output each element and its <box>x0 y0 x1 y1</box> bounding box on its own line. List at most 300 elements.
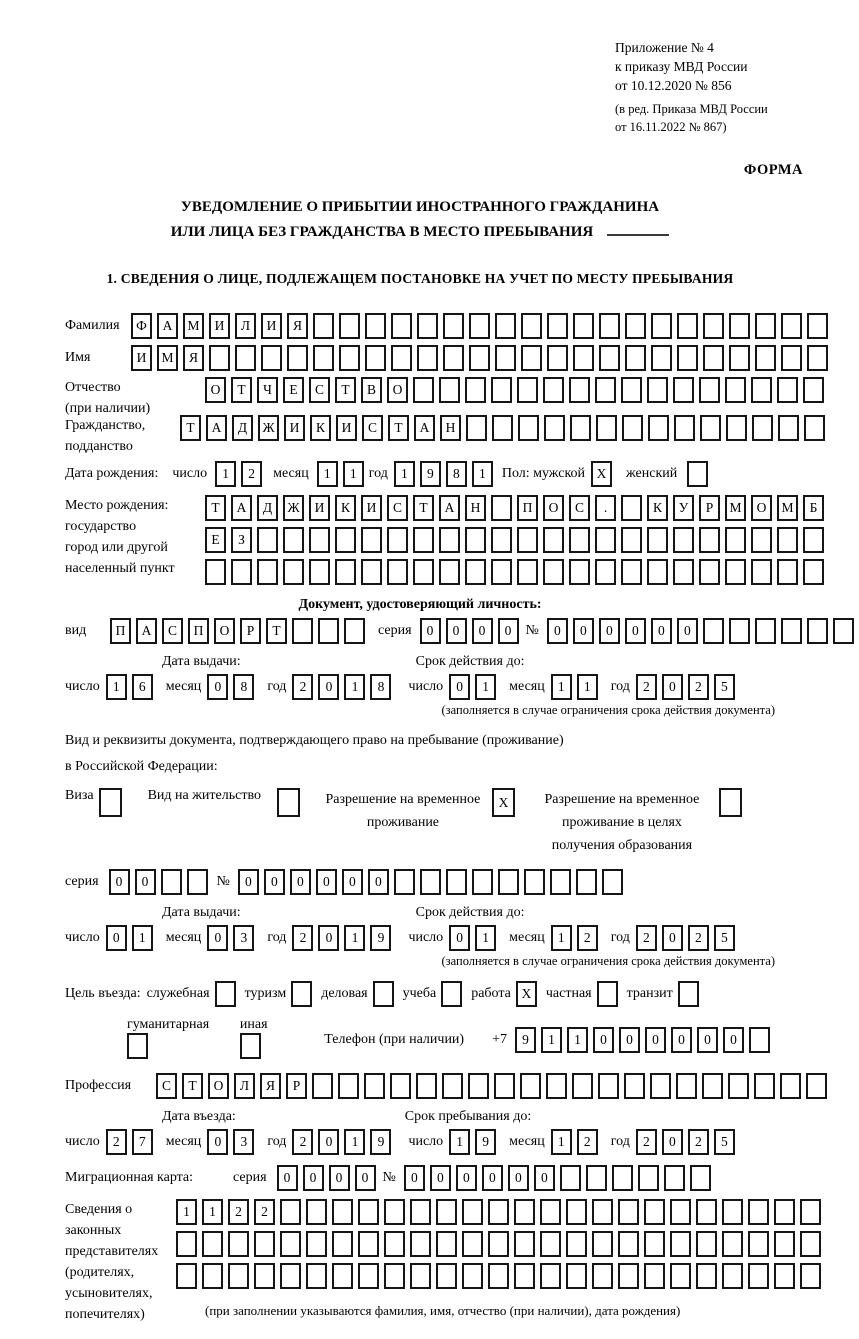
form-cell: 0 <box>723 1027 744 1053</box>
form-cell: А <box>157 313 178 339</box>
form-cell: 1 <box>215 461 236 487</box>
form-cell: 0 <box>645 1027 666 1053</box>
form-cell <box>803 527 824 553</box>
form-cell: 5 <box>714 1129 735 1155</box>
form-cell <box>540 1199 561 1225</box>
form-cell: К <box>335 495 356 521</box>
form-cell <box>803 377 824 403</box>
form-cell <box>518 415 539 441</box>
form-cell <box>748 1231 769 1257</box>
form-cell: 1 <box>472 461 493 487</box>
form-cell: С <box>162 618 183 644</box>
purpose-private: частная <box>546 981 618 1007</box>
form-cell <box>622 415 643 441</box>
issue-day-cells <box>106 674 158 700</box>
form-cell: 1 <box>317 461 338 487</box>
form-cell <box>358 1199 379 1225</box>
form-cell: А <box>136 618 157 644</box>
title-line-1: УВЕДОМЛЕНИЕ О ПРИБЫТИИ ИНОСТРАННОГО ГРАЖДАНИНА <box>180 199 660 215</box>
form-cell: 9 <box>370 1129 391 1155</box>
form-cell <box>751 559 772 585</box>
year-label: год <box>610 930 630 945</box>
form-cell: 0 <box>534 1165 555 1191</box>
form-cell <box>439 377 460 403</box>
form-cell: 0 <box>662 674 683 700</box>
sex-male-label: Пол: мужской <box>501 466 586 481</box>
form-cell <box>228 1263 249 1289</box>
form-cell: 1 <box>202 1199 223 1225</box>
appendix-line: Приложение № 4 <box>615 40 714 55</box>
form-cell <box>624 1073 645 1099</box>
profession-label: Профессия <box>65 1078 132 1093</box>
residence-doc-intro <box>65 728 775 780</box>
form-cell: А <box>231 495 252 521</box>
form-cell <box>621 377 642 403</box>
form-cell <box>599 313 620 339</box>
month-label: месяц <box>509 930 545 945</box>
form-cell <box>566 1199 587 1225</box>
form-cell: 7 <box>132 1129 153 1155</box>
form-cell: К <box>310 415 331 441</box>
form-cell <box>602 869 623 895</box>
form-cell: 2 <box>688 674 709 700</box>
form-cell: 0 <box>277 1165 298 1191</box>
name-label: Имя <box>65 350 91 365</box>
form-cell: 0 <box>430 1165 451 1191</box>
migration-card-label: Миграционная карта: <box>65 1170 194 1185</box>
migration-card-row <box>65 1165 775 1191</box>
form-cell <box>462 1199 483 1225</box>
doc-series-label: серия <box>378 623 412 638</box>
form-cell <box>417 313 438 339</box>
form-cell <box>202 1231 223 1257</box>
form-cell: И <box>261 313 282 339</box>
form-cell <box>332 1199 353 1225</box>
purpose-study: учеба <box>403 981 463 1007</box>
form-cell: Д <box>257 495 278 521</box>
visit-purpose-label: Цель въезда: <box>65 986 141 1001</box>
form-cell: П <box>188 618 209 644</box>
private-checkbox <box>597 981 618 1007</box>
form-cell: 0 <box>593 1027 614 1053</box>
form-cell <box>673 377 694 403</box>
official-checkbox <box>215 981 236 1007</box>
form-cell: 0 <box>318 925 339 951</box>
form-cell <box>332 1231 353 1257</box>
form-cell <box>306 1231 327 1257</box>
form-cell: 0 <box>342 869 363 895</box>
form-cell <box>804 415 825 441</box>
form-cell <box>468 1073 489 1099</box>
form-cell <box>725 527 746 553</box>
form-cell <box>598 1073 619 1099</box>
other-checkbox <box>240 1033 261 1059</box>
form-cell <box>543 527 564 553</box>
form-cell <box>521 345 542 371</box>
purpose-other: иная <box>240 1015 288 1064</box>
form-cell <box>569 559 590 585</box>
entry-year-cells <box>292 1129 396 1155</box>
form-cell: 2 <box>688 1129 709 1155</box>
form-cell: 1 <box>551 674 572 700</box>
form-cell: 2 <box>254 1199 275 1225</box>
form-cell: 0 <box>697 1027 718 1053</box>
form-cell <box>514 1263 535 1289</box>
form-cell <box>592 1263 613 1289</box>
form-cell <box>335 559 356 585</box>
form-cell <box>517 559 538 585</box>
identity-dates-row <box>65 674 775 700</box>
form-cell <box>677 313 698 339</box>
issue-year-cells <box>292 674 396 700</box>
form-cell <box>488 1199 509 1225</box>
birth-place-cells <box>205 495 829 591</box>
form-cell: 0 <box>651 618 672 644</box>
form-cell <box>254 1231 275 1257</box>
purpose-tourism: туризм <box>245 981 313 1007</box>
appendix-subline: от 16.11.2022 № 867) <box>615 120 727 134</box>
form-cell <box>572 1073 593 1099</box>
stay-month-cells <box>551 1129 603 1155</box>
citizenship-cells <box>180 415 830 441</box>
form-cell <box>625 313 646 339</box>
form-cell <box>621 559 642 585</box>
residence-intro-line-1: Вид и реквизиты документа, подтверждающего право на пребывание (проживание) <box>65 733 564 748</box>
doc-type-label: вид <box>65 623 87 638</box>
form-cell <box>560 1165 581 1191</box>
form-cell <box>777 559 798 585</box>
form-cell <box>774 1231 795 1257</box>
form-cell <box>749 1027 770 1053</box>
form-cell <box>332 1263 353 1289</box>
form-cell: 0 <box>420 618 441 644</box>
form-cell: 9 <box>420 461 441 487</box>
form-cell <box>647 527 668 553</box>
form-cell <box>335 527 356 553</box>
residence-number-cells <box>238 869 628 895</box>
form-cell: 0 <box>329 1165 350 1191</box>
form-cell: Т <box>182 1073 203 1099</box>
migration-number-cells <box>404 1165 716 1191</box>
form-cell <box>592 1199 613 1225</box>
option-edu-permit <box>533 788 742 857</box>
form-cell <box>446 869 467 895</box>
surname-cells <box>131 313 833 339</box>
form-cell <box>462 1231 483 1257</box>
identity-date-headings <box>65 654 775 670</box>
surname-row <box>65 313 775 339</box>
phone-cells <box>515 1027 775 1053</box>
month-label: месяц <box>509 1134 545 1149</box>
form-cell: И <box>309 495 330 521</box>
valid-month-cells <box>551 674 603 700</box>
title-line-2: ИЛИ ЛИЦА БЕЗ ГРАЖДАНСТВА В МЕСТО ПРЕБЫВАНИЯ <box>65 220 775 245</box>
form-cell: И <box>131 345 152 371</box>
form-cell: 2 <box>636 674 657 700</box>
valid-until-heading: Срок действия до: <box>415 905 525 920</box>
form-cell: М <box>725 495 746 521</box>
form-cell <box>209 345 230 371</box>
form-cell: 2 <box>241 461 262 487</box>
form-cell <box>416 1073 437 1099</box>
form-cell: 2 <box>292 925 313 951</box>
form-cell <box>595 559 616 585</box>
year-label: год <box>267 1134 287 1149</box>
form-cell: О <box>214 618 235 644</box>
form-cell <box>495 313 516 339</box>
form-cell <box>780 1073 801 1099</box>
form-cell <box>800 1231 821 1257</box>
form-cell <box>644 1199 665 1225</box>
form-cell: М <box>183 313 204 339</box>
form-cell <box>318 618 339 644</box>
residence-intro-line-2: в Российской Федерации: <box>65 759 218 774</box>
form-cell <box>361 527 382 553</box>
form-cell <box>254 1263 275 1289</box>
surname-label: Фамилия <box>65 318 120 333</box>
form-cell: 2 <box>292 1129 313 1155</box>
residence-doc-options <box>65 788 775 857</box>
form-cell <box>699 377 720 403</box>
form-cell: З <box>231 527 252 553</box>
form-cell <box>365 313 386 339</box>
work-checkbox: X <box>516 981 537 1007</box>
form-cell <box>748 1199 769 1225</box>
form-cell <box>384 1199 405 1225</box>
form-cell <box>439 559 460 585</box>
form-cell: Ф <box>131 313 152 339</box>
form-cell <box>488 1263 509 1289</box>
form-cell <box>638 1165 659 1191</box>
form-cell <box>417 345 438 371</box>
stay-until-date <box>408 1129 739 1155</box>
form-cell: 0 <box>318 674 339 700</box>
study-checkbox <box>441 981 462 1007</box>
form-cell <box>726 415 747 441</box>
form-cell <box>465 377 486 403</box>
transit-checkbox <box>678 981 699 1007</box>
month-label: месяц <box>509 679 545 694</box>
issue-date-heading: Дата выдачи: <box>162 905 241 920</box>
form-cell <box>722 1231 743 1257</box>
sex-female-label: женский <box>626 466 678 481</box>
entry-month-cells <box>207 1129 259 1155</box>
patronymic-label: Отчество (при наличии) <box>65 380 151 416</box>
form-cell <box>774 1263 795 1289</box>
form-cell <box>576 869 597 895</box>
form-cell <box>280 1231 301 1257</box>
form-cell: О <box>751 495 772 521</box>
form-cell <box>647 377 668 403</box>
year-label: год <box>368 466 388 481</box>
form-cell <box>410 1231 431 1257</box>
female-checkbox <box>687 461 708 487</box>
form-label: ФОРМА <box>743 162 803 178</box>
form-cell <box>670 1199 691 1225</box>
appendix-line: к приказу МВД России <box>615 59 748 74</box>
form-cell: 0 <box>472 618 493 644</box>
form-cell: 0 <box>456 1165 477 1191</box>
month-label: месяц <box>165 679 202 694</box>
form-cell <box>491 559 512 585</box>
form-cell <box>725 559 746 585</box>
form-cell <box>358 1263 379 1289</box>
form-cell <box>387 527 408 553</box>
form-cell: Т <box>231 377 252 403</box>
form-cell <box>439 527 460 553</box>
form-cell: Е <box>205 527 226 553</box>
residence-number-label: № <box>216 874 230 889</box>
form-cell: 1 <box>577 674 598 700</box>
form-cell: 8 <box>233 674 254 700</box>
form-cell: 0 <box>135 869 156 895</box>
representatives-labels: Сведения о законных представителях (родителях, усыновителях, попечителях) <box>65 1202 159 1322</box>
form-cell: В <box>361 377 382 403</box>
day-label: число <box>408 930 444 945</box>
form-cell: 0 <box>316 869 337 895</box>
entry-day-cells <box>106 1129 158 1155</box>
form-cell <box>729 313 750 339</box>
form-cell <box>722 1199 743 1225</box>
purpose-humanitarian: гуманитарная <box>127 1015 222 1064</box>
form-cell: 2 <box>292 674 313 700</box>
form-cell: Ж <box>283 495 304 521</box>
form-cell <box>621 495 642 521</box>
form-cell <box>592 1231 613 1257</box>
form-cell <box>618 1231 639 1257</box>
form-cell: И <box>284 415 305 441</box>
issue-month-cells <box>207 925 259 951</box>
form-cell: О <box>387 377 408 403</box>
doc-type-cells <box>110 618 370 644</box>
form-cell <box>176 1231 197 1257</box>
day-label: число <box>65 930 100 945</box>
form-cell <box>777 527 798 553</box>
month-label: месяц <box>165 1134 202 1149</box>
form-cell <box>648 415 669 441</box>
form-cell <box>570 415 591 441</box>
form-cell: 1 <box>567 1027 588 1053</box>
form-cell <box>257 559 278 585</box>
form-cell <box>569 527 590 553</box>
form-cell <box>573 345 594 371</box>
phone-label: Телефон (при наличии) <box>324 1031 465 1047</box>
form-cell: 9 <box>515 1027 536 1053</box>
form-cell <box>339 345 360 371</box>
form-cell: С <box>309 377 330 403</box>
form-cell: 0 <box>106 925 127 951</box>
form-cell <box>338 1073 359 1099</box>
form-cell: 1 <box>449 1129 470 1155</box>
form-cell <box>161 869 182 895</box>
doc-number-label: № <box>525 623 539 638</box>
stay-day-cells <box>449 1129 501 1155</box>
form-cell <box>550 869 571 895</box>
form-cell <box>569 377 590 403</box>
temp-permit-label: Разрешение на временное проживание <box>325 792 481 830</box>
representatives-row-1 <box>176 1199 826 1225</box>
form-cell <box>306 1199 327 1225</box>
form-cell: Т <box>335 377 356 403</box>
form-cell: Р <box>699 495 720 521</box>
form-cell <box>676 1073 697 1099</box>
form-cell <box>540 1231 561 1257</box>
form-cell: 1 <box>106 674 127 700</box>
form-cell <box>703 618 724 644</box>
form-cell <box>257 527 278 553</box>
form-cell <box>306 1263 327 1289</box>
form-cell: 1 <box>394 461 415 487</box>
form-cell <box>442 1073 463 1099</box>
form-cell <box>670 1263 691 1289</box>
form-cell: 2 <box>577 925 598 951</box>
form-cell <box>469 313 490 339</box>
form-cell <box>443 313 464 339</box>
form-cell <box>595 527 616 553</box>
entry-dates-row <box>65 1129 775 1155</box>
form-cell: А <box>206 415 227 441</box>
form-cell: Я <box>183 345 204 371</box>
residence-permit-label: Вид на жительство <box>147 788 261 803</box>
form-cell <box>410 1263 431 1289</box>
birth-place-block <box>65 495 818 591</box>
form-cell <box>547 345 568 371</box>
representatives-cells <box>176 1199 826 1295</box>
form-cell <box>202 1263 223 1289</box>
form-cell <box>543 559 564 585</box>
form-cell <box>492 415 513 441</box>
form-cell: 2 <box>636 1129 657 1155</box>
form-cell <box>413 559 434 585</box>
residence-valid-date <box>408 925 739 951</box>
form-cell: 5 <box>714 925 735 951</box>
form-cell <box>384 1263 405 1289</box>
form-cell <box>755 313 776 339</box>
male-checkbox: X <box>591 461 612 487</box>
form-cell <box>670 1231 691 1257</box>
name-cells <box>131 345 833 371</box>
form-cell <box>781 313 802 339</box>
purpose-work: работа X <box>471 981 537 1007</box>
form-cell: Л <box>234 1073 255 1099</box>
form-cell <box>595 377 616 403</box>
form-cell: 0 <box>573 618 594 644</box>
form-cell: Е <box>283 377 304 403</box>
form-cell <box>755 345 776 371</box>
residence-series-row <box>65 869 775 895</box>
valid-month-cells <box>551 925 603 951</box>
form-cell: 0 <box>619 1027 640 1053</box>
form-cell <box>621 527 642 553</box>
valid-day-cells <box>449 674 501 700</box>
form-cell <box>546 1073 567 1099</box>
residence-dates-row <box>65 925 775 951</box>
year-label: год <box>610 679 630 694</box>
form-cell <box>700 415 721 441</box>
form-cell <box>390 1073 411 1099</box>
form-cell <box>566 1263 587 1289</box>
migration-number-label: № <box>382 1170 396 1185</box>
form-cell: . <box>595 495 616 521</box>
form-cell <box>699 527 720 553</box>
form-cell <box>547 313 568 339</box>
form-cell <box>413 377 434 403</box>
form-cell <box>517 377 538 403</box>
form-cell: А <box>439 495 460 521</box>
form-cell <box>803 559 824 585</box>
form-cell <box>287 345 308 371</box>
form-cell: П <box>517 495 538 521</box>
